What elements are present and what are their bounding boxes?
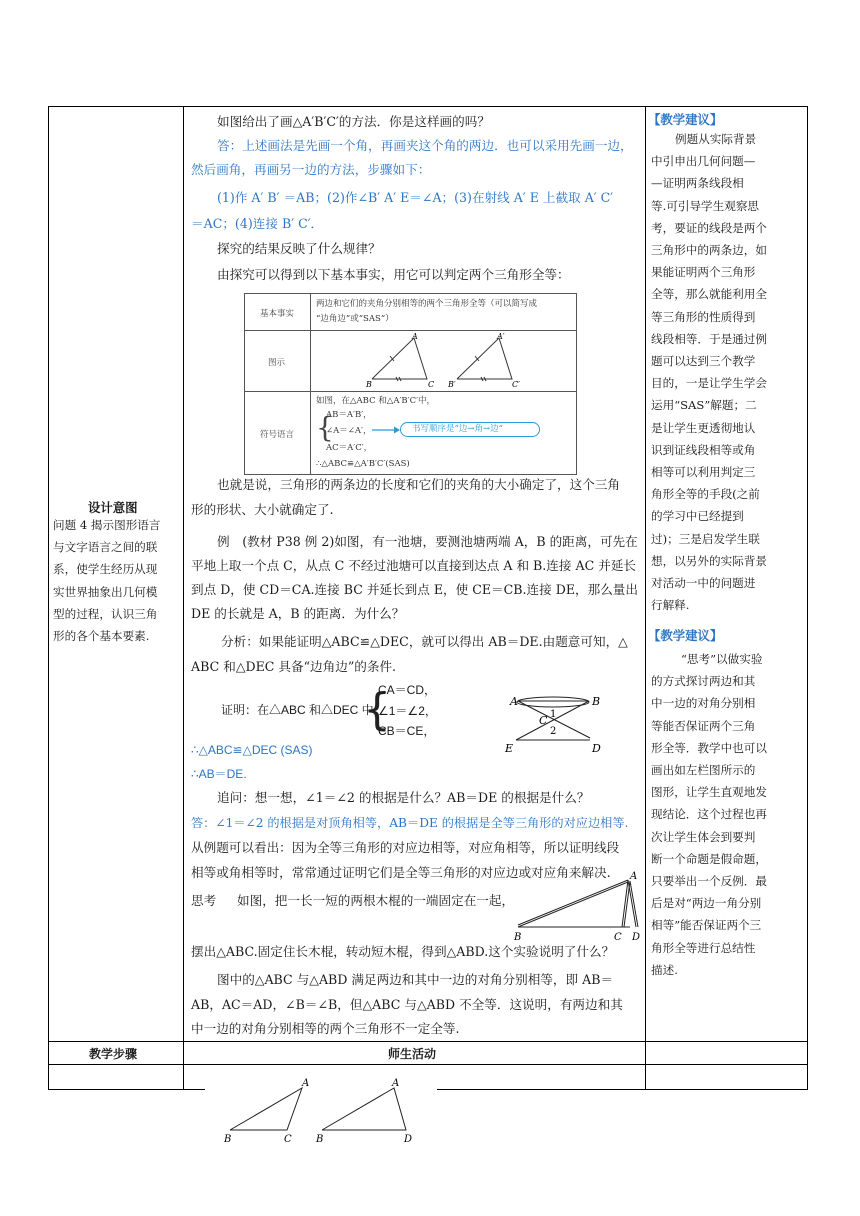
- fact-intro-line: 由探究可以得到以下基本事实，用它可以判定两个三角形全等：: [217, 267, 570, 282]
- final-line: 图中的△ABC 与△ABD 满足两边和其中一边的对角分别相等，即 AB＝: [217, 972, 614, 987]
- sas-symbol-concl: ∴△ABC≌△A′B′C′(SAS): [316, 459, 410, 469]
- teaching-tip-tag-2: 【教学建议】: [648, 629, 723, 643]
- sticks-figure: [510, 870, 644, 944]
- think-line: 如图，把一长一短的两根木棍的一端固定在一起，: [237, 893, 515, 908]
- sas-label-A-prime: A′: [497, 332, 505, 341]
- tip-line: 三角形中的两条边，如: [651, 243, 767, 258]
- header-teaching-steps: 教学步骤: [89, 1047, 138, 1061]
- sas-row-label-fact: 基本事实: [260, 309, 295, 319]
- tip-line: 中一边的对角分别相: [651, 696, 756, 711]
- design-intent-line: 形的各个基本要素.: [53, 629, 150, 644]
- answer-line: 然后画角，再画另一边的方法，步骤如下：: [191, 162, 431, 177]
- tip-line: 等三角形的性质得到: [651, 309, 756, 324]
- sas-order-bubble-text: 书写顺序是“边→角→边”: [412, 424, 503, 434]
- col-divider-1: [183, 106, 184, 1090]
- proof-conclusion: ∴AB＝DE.: [191, 767, 247, 781]
- step-line: (1)作 A′ B′ ＝AB；(2)作∠B′ A′ E＝∠A；(3)在射线 A′ E 上截取 A′ C′: [217, 190, 614, 205]
- pond-label-2: 2: [550, 726, 557, 737]
- pond-label-E: E: [505, 742, 514, 755]
- tip-line: —证明两条线段相: [651, 176, 744, 191]
- tip-line: 相等”能否保证两个三: [651, 918, 762, 933]
- conclusion-line: 也就是说，三角形的两条边的长度和它们的夹角的大小确定了，这个三角: [217, 477, 620, 492]
- table-top-border: [48, 106, 808, 107]
- tip-line: “思考”以做实验: [681, 652, 763, 666]
- tip-line: 只要举出一个反例．最: [651, 874, 767, 889]
- bottom-label-A: A: [302, 1078, 310, 1089]
- sticks-label-B: B: [514, 932, 522, 943]
- sas-symbol-cond: AC＝A′C′，: [326, 443, 373, 453]
- conclusion-line: 形的形状、大小就确定了.: [191, 502, 334, 517]
- bottom-label-A2: A: [392, 1078, 400, 1089]
- tip-line: 是让学生更透彻地认: [651, 420, 756, 435]
- bottom-triangles-figure: [218, 1076, 428, 1146]
- followup-answer: 答：∠1＝∠2 的根据是对顶角相等，AB＝DE 的根据是全等三角形的对应边相等.: [191, 816, 629, 830]
- design-intent-line: 实世界抽象出几何模: [53, 584, 158, 599]
- tip-line: 例题从实际背景: [675, 132, 757, 146]
- final-line: AB，AC＝AD，∠B＝∠B，但△ABC 与△ABD 不全等．这说明，有两边和其: [191, 997, 623, 1012]
- pond-label-1: 1: [550, 709, 557, 720]
- proof-conclusion: ∴△ABC≌△DEC (SAS): [191, 743, 313, 757]
- tip-line: 形全等．教学中也可以: [651, 740, 767, 755]
- sas-order-arrow: [372, 425, 400, 435]
- tip-line: 画出如左栏图所示的: [651, 763, 756, 778]
- tip-line: 想，以另外的实际背景: [651, 553, 767, 568]
- tip-line: 等能否保证两个三角: [651, 718, 756, 733]
- row-divider-header-bottom: [48, 1064, 808, 1065]
- example-line: DE 的长就是 A，B 的距离．为什么？: [191, 606, 405, 621]
- sas-table-row-divider: [244, 391, 577, 392]
- tip-line: 断一个命题是假命题，: [651, 851, 767, 866]
- pond-label-A: A: [510, 695, 518, 708]
- tip-line: 目的，一是让学生学会: [651, 376, 767, 391]
- step-line: ＝AC；(4)连接 B′ C′．: [191, 216, 324, 231]
- tip-line: 考，要证的线段是两个: [651, 220, 767, 235]
- pond-label-B: B: [592, 695, 601, 708]
- tip-line: 题可以达到三个教学: [651, 354, 756, 369]
- tip-line: 后是对“两边一角分别: [651, 896, 762, 911]
- think-line: 摆出△ABC.固定住长木棍，转动短木棍，得到△ABD.这个实验说明了什么？: [191, 944, 615, 959]
- teaching-tip-tag-1: 【教学建议】: [648, 113, 723, 127]
- proof-intro: 证明：在△ABC 和△DEC 中，: [221, 703, 386, 717]
- sas-symbol-intro: 如图，在△ABC 和△A′B′C′中，: [316, 396, 436, 406]
- design-intent-title: 设计意图: [88, 501, 138, 515]
- sas-row-label-figure: 图示: [268, 358, 286, 368]
- design-intent-line: 系，使学生经历从现: [53, 562, 158, 577]
- tip-line: 行解释.: [651, 598, 690, 613]
- analysis-line: ABC 和△DEC 具备“边角边”的条件.: [191, 659, 397, 674]
- tip-line: 现结论．这个过程也再: [651, 807, 767, 822]
- sas-label-B-prime: B′: [448, 380, 456, 389]
- tip-line: 角形全等进行总结性: [651, 940, 756, 955]
- tip-line: 识到证线段相等或角: [651, 442, 756, 457]
- sticks-label-A: A: [630, 871, 638, 882]
- sas-triangles-figure: [360, 332, 530, 390]
- bottom-label-B: B: [224, 1134, 232, 1145]
- header-teacher-student-activity: 师生活动: [388, 1047, 437, 1061]
- sas-symbol-cond: AB＝A′B′，: [326, 410, 372, 420]
- sas-row-label-symbol: 符号语言: [260, 430, 295, 440]
- followup-question: 追问：想一想，∠1＝∠2 的根据是什么？AB＝DE 的根据是什么？: [217, 790, 590, 805]
- proof-condition: ∠1＝∠2，: [378, 704, 437, 718]
- bottom-label-D: D: [404, 1134, 413, 1145]
- example-line: 平地上取一个点 C，从点 C 不经过池塘可以直接到达点 A 和 B.连接 AC 并延长: [191, 558, 637, 573]
- design-intent-line: 型的过程，认识三角: [53, 606, 158, 621]
- sas-label-A: A: [412, 332, 418, 341]
- tip-line: 对活动一中的问题进: [651, 576, 756, 591]
- tip-line: 中引申出几何问题—: [651, 154, 756, 169]
- col-divider-2: [645, 106, 646, 1090]
- sas-label-B: B: [366, 380, 372, 389]
- answer-line: 答：上述画法是先画一个角，再画夹这个角的两边．也可以采用先画一边，: [217, 138, 633, 153]
- table-left-border: [48, 106, 49, 1090]
- table-right-border: [807, 106, 808, 1090]
- example-line: 例 (教材 P38 例 2)如图，有一池塘，要测池塘两端 A，B 的距离，可先在: [217, 534, 638, 549]
- bottom-label-B2: B: [316, 1134, 324, 1145]
- tip-line: 次让学生体会到要判: [651, 829, 756, 844]
- sas-table-row-divider: [244, 330, 577, 331]
- tip-line: 描述.: [651, 962, 678, 977]
- tip-line: 图形，让学生直观地发: [651, 785, 767, 800]
- intro-line: 如图给出了画△A′B′C′的方法．你是这样画的吗？: [217, 114, 490, 129]
- tip-line: 的方式探讨两边和其: [651, 674, 756, 689]
- tip-line: 全等，那么就能利用全: [651, 287, 767, 302]
- sas-fact-text: 两边和它们的夹角分别相等的两个三角形全等（可以简写成: [316, 299, 538, 309]
- summary-line: 相等或角相等时，常常通过证明它们是全等三角形的对应边或对应角来解决.: [191, 865, 611, 880]
- proof-brace: {: [363, 684, 391, 735]
- tip-line: 运用“SAS”解题；二: [651, 398, 757, 413]
- proof-condition: CA＝CD，: [378, 683, 437, 697]
- sas-brace: {: [316, 411, 334, 444]
- tip-line: 果能证明两个三角形: [651, 265, 756, 280]
- pond-figure: [496, 688, 616, 760]
- think-label: 思考: [191, 893, 217, 908]
- tip-line: 角形全等的手段(之前: [651, 487, 760, 502]
- bottom-label-C: C: [284, 1134, 292, 1145]
- tip-line: 线段相等．于是通过例: [651, 331, 767, 346]
- final-line: 中一边的对角分别相等的两个三角形不一定全等.: [191, 1021, 460, 1036]
- sticks-label-D: D: [632, 932, 641, 943]
- sas-fact-text: “边角边”或“SAS”）: [316, 314, 394, 324]
- tip-line: 过)；三是启发学生联: [651, 531, 760, 546]
- example-line: 到点 D，使 CD＝CA.连接 BC 并延长到点 E，使 CE＝CB.连接 DE，那么量出: [191, 582, 638, 597]
- tip-line: 相等可以利用判定三: [651, 465, 756, 480]
- sas-label-C: C: [428, 380, 435, 389]
- sas-table-col-divider: [310, 293, 311, 475]
- pond-label-C: C: [539, 714, 548, 727]
- teaching-tip-body-1: [651, 128, 801, 616]
- design-intent-body: [53, 514, 179, 647]
- tip-line: 等.可引导学生观察思: [651, 198, 760, 213]
- sticks-label-C: C: [614, 932, 622, 943]
- tip-line: 的学习中已经提到: [651, 509, 744, 524]
- summary-line: 从例题可以看出：因为全等三角形的对应边相等，对应角相等，所以证明线段: [191, 840, 620, 855]
- design-intent-line: 问题 4 揭示图形语言: [53, 518, 161, 532]
- sas-symbol-cond: ∠A＝∠A′，: [326, 426, 372, 436]
- pond-label-D: D: [592, 742, 601, 755]
- teaching-tip-body-2: [651, 648, 801, 981]
- analysis-line: 分析：如果能证明△ABC≌△DEC，就可以得出 AB＝DE.由题意可知，△: [221, 634, 628, 649]
- proof-condition: CB＝CE，: [378, 724, 436, 738]
- design-intent-line: 与文字语言之间的联: [53, 540, 158, 555]
- question-line: 探究的结果反映了什么规律？: [217, 241, 381, 256]
- sas-label-C-prime: C′: [512, 380, 520, 389]
- row-divider-header-top: [48, 1041, 808, 1042]
